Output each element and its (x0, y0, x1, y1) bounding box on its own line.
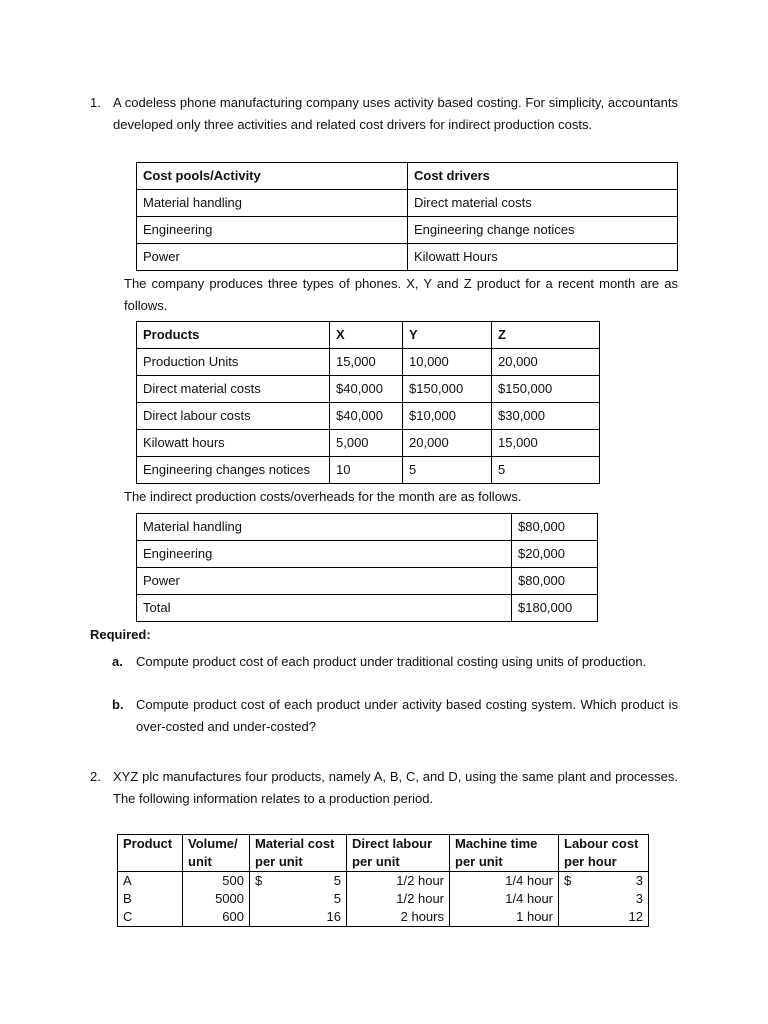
table-cell: Power (137, 568, 512, 595)
overheads-intro: The indirect production costs/overheads for the month are as follows. (124, 489, 522, 504)
column-header: Direct labour per unit (347, 835, 450, 872)
table-row (137, 244, 678, 271)
table-row (118, 890, 649, 908)
table-cell: Direct labour costs (137, 403, 330, 430)
table-cell: 1/4 hour (450, 872, 559, 891)
table-cell: 5,000 (330, 430, 403, 457)
products-intro: The company produces three types of phones. X, Y and Z product for a recent month are as follows. (124, 276, 678, 313)
question-number: 1. (90, 95, 101, 110)
column-header: Volume/ unit (183, 835, 250, 872)
table-cell: Direct material costs (408, 190, 678, 217)
sub-question-b (112, 694, 678, 738)
table-cell: $80,000 (512, 514, 598, 541)
table-cell: 600 (183, 908, 250, 927)
table-row (137, 376, 600, 403)
column-header: Machine time per unit (450, 835, 559, 872)
sub-question-text: Compute product cost of each product under activity based costing system. Which product is over-costed and under-costed? (136, 697, 678, 734)
table-header-row (137, 322, 600, 349)
table-cell: 20,000 (492, 349, 600, 376)
table-row (118, 908, 649, 927)
table-cell: 5 (250, 890, 347, 908)
column-header: Cost pools/Activity (137, 163, 408, 190)
sub-question-label: a. (112, 654, 123, 669)
table-cell: $40,000 (330, 403, 403, 430)
column-header: Z (492, 322, 600, 349)
table-cell: 500 (183, 872, 250, 891)
table-cell: 15,000 (330, 349, 403, 376)
required-label: Required: (90, 627, 151, 642)
table-row (137, 457, 600, 484)
table-cell: Power (137, 244, 408, 271)
table-cell: 1/4 hour (450, 890, 559, 908)
table-cell: 16 (250, 908, 347, 927)
table-cell: $10,000 (403, 403, 492, 430)
table-cell (250, 872, 347, 891)
table-cell (559, 872, 649, 891)
cell-value: 3 (635, 873, 643, 888)
table-cell: $30,000 (492, 403, 600, 430)
table-cell: Material handling (137, 514, 512, 541)
table-cell: Engineering changes notices (137, 457, 330, 484)
table-row (137, 514, 598, 541)
currency-symbol: $ (564, 873, 572, 888)
cost-pools-table (136, 162, 678, 271)
table-cell: Engineering (137, 217, 408, 244)
products-table (136, 321, 600, 484)
column-header: Cost drivers (408, 163, 678, 190)
table-cell: C (118, 908, 183, 927)
table-cell: 10 (330, 457, 403, 484)
cell-value: 5 (333, 873, 341, 888)
table-cell: 2 hours (347, 908, 450, 927)
column-header: Product (118, 835, 183, 872)
column-header: X (330, 322, 403, 349)
column-header: Products (137, 322, 330, 349)
table-cell: $40,000 (330, 376, 403, 403)
column-header: Y (403, 322, 492, 349)
products-data-table (117, 834, 649, 927)
question-1 (90, 92, 678, 136)
table-cell: 3 (559, 890, 649, 908)
table-cell: Material handling (137, 190, 408, 217)
table-cell: 20,000 (403, 430, 492, 457)
table-cell: 12 (559, 908, 649, 927)
table-header-row (118, 835, 649, 872)
table-row (137, 403, 600, 430)
table-cell: Total (137, 595, 512, 622)
table-cell: $150,000 (492, 376, 600, 403)
question-text: XYZ plc manufactures four products, namely A, B, C, and D, using the same plant and processes. The following information relates to a production period. (113, 769, 678, 806)
table-cell: 5 (403, 457, 492, 484)
table-cell: Production Units (137, 349, 330, 376)
table-cell: 5 (492, 457, 600, 484)
table-cell: Direct material costs (137, 376, 330, 403)
table-cell: A (118, 872, 183, 891)
table-row (137, 595, 598, 622)
table-cell: 5000 (183, 890, 250, 908)
table-cell: Engineering (137, 541, 512, 568)
question-number: 2. (90, 769, 101, 784)
overheads-table (136, 513, 598, 622)
table-cell: $80,000 (512, 568, 598, 595)
sub-question-text: Compute product cost of each product under traditional costing using units of production. (136, 654, 647, 669)
table-row (137, 568, 598, 595)
sub-question-label: b. (112, 697, 124, 712)
currency-symbol: $ (255, 873, 263, 888)
table-cell: 15,000 (492, 430, 600, 457)
table-cell: Engineering change notices (408, 217, 678, 244)
table-row (137, 430, 600, 457)
sub-question-a (112, 651, 678, 673)
table-cell: 1/2 hour (347, 890, 450, 908)
table-cell: $150,000 (403, 376, 492, 403)
table-cell: 1/2 hour (347, 872, 450, 891)
table-cell: B (118, 890, 183, 908)
column-header: Labour cost per hour (559, 835, 649, 872)
question-text: A codeless phone manufacturing company uses activity based costing. For simplicity, accountants developed only three activities and related cost drivers for indirect production costs. (113, 95, 678, 132)
table-row (118, 872, 649, 891)
table-header-row (137, 163, 678, 190)
table-cell: 10,000 (403, 349, 492, 376)
table-row (137, 349, 600, 376)
table-cell: $180,000 (512, 595, 598, 622)
question-2 (90, 766, 678, 810)
table-cell: Kilowatt Hours (408, 244, 678, 271)
table-row (137, 541, 598, 568)
table-cell: Kilowatt hours (137, 430, 330, 457)
table-cell: 1 hour (450, 908, 559, 927)
table-cell: $20,000 (512, 541, 598, 568)
column-header: Material cost per unit (250, 835, 347, 872)
table-row (137, 217, 678, 244)
table-row (137, 190, 678, 217)
